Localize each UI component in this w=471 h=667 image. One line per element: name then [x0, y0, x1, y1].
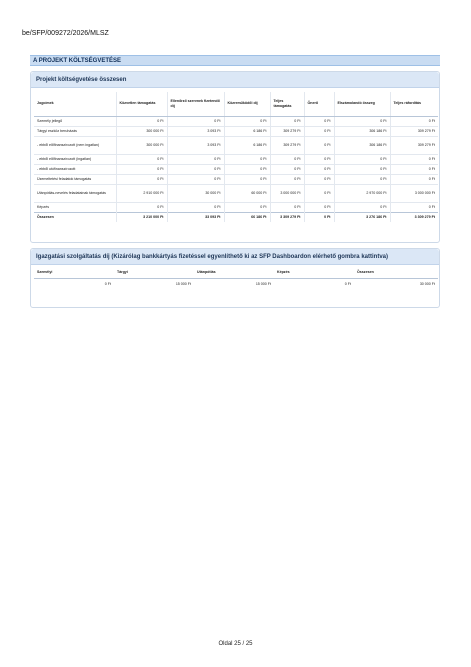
amount-cell: 3 000 000 Ft — [390, 184, 438, 202]
row-label: Tárgyi eszköz beruházás — [34, 126, 116, 136]
amount-cell: 0 Ft — [304, 154, 334, 164]
column-header: Teljes támogatás — [270, 92, 304, 116]
column-header: Személyi — [34, 268, 114, 278]
fee-panel — [30, 248, 440, 308]
amount-cell: 0 Ft — [304, 126, 334, 136]
row-label: - ebből előfinanszírozott (nem ingatlan) — [34, 136, 116, 154]
amount-cell: 0 Ft — [390, 164, 438, 174]
amount-cell: 0 Ft — [167, 174, 224, 184]
column-header: Közvetlen támogatás — [116, 92, 167, 116]
table-row — [34, 202, 438, 212]
row-label: Képzés — [34, 202, 116, 212]
amount-cell: 0 Ft — [334, 154, 390, 164]
amount-cell: 0 Ft — [304, 202, 334, 212]
amount-cell: 300 000 Ft — [116, 126, 167, 136]
amount-cell: 0 Ft — [304, 164, 334, 174]
amount-cell: 309 279 Ft — [270, 136, 304, 154]
column-header: Teljes ráfordítás — [390, 92, 438, 116]
fee-header-row — [34, 268, 438, 278]
amount-cell: 306 186 Ft — [334, 126, 390, 136]
amount-cell: 309 279 Ft — [390, 126, 438, 136]
row-label: Utánpótlás-nevelés feladatainak támogatás — [34, 184, 116, 202]
amount-cell: 33 093 Ft — [167, 212, 224, 222]
amount-cell: 0 Ft — [167, 202, 224, 212]
table-row — [34, 154, 438, 164]
fee-cell: 15 000 Ft — [175, 281, 191, 286]
section-title: A PROJEKT KÖLTSÉGVETÉSE — [30, 55, 440, 66]
column-header: Jogcímek — [34, 92, 116, 116]
amount-cell: 309 279 Ft — [270, 126, 304, 136]
amount-cell: 0 Ft — [270, 174, 304, 184]
amount-cell: 0 Ft — [334, 116, 390, 126]
table-row — [34, 164, 438, 174]
amount-cell: 6 186 Ft — [224, 136, 270, 154]
amount-cell: 0 Ft — [224, 202, 270, 212]
amount-cell: 30 000 Ft — [167, 184, 224, 202]
amount-cell: 0 Ft — [270, 164, 304, 174]
amount-cell: 0 Ft — [116, 164, 167, 174]
row-label: - ebből előfinanszírozott (ingatlan) — [34, 154, 116, 164]
budget-header-row — [34, 92, 438, 116]
amount-cell: 0 Ft — [334, 202, 390, 212]
amount-cell: 0 Ft — [334, 164, 390, 174]
fee-cell: 30 000 Ft — [419, 281, 435, 286]
total-row — [34, 212, 438, 222]
amount-cell: 2 970 000 Ft — [334, 184, 390, 202]
amount-cell: 0 Ft — [167, 164, 224, 174]
amount-cell: 0 Ft — [224, 154, 270, 164]
column-header: Ellenőrző szervnek fizetendő díj — [167, 92, 224, 116]
row-label: - ebből utófinanszírozott — [34, 164, 116, 174]
column-header: Utánpótlás — [194, 268, 274, 278]
amount-cell: 0 Ft — [304, 116, 334, 126]
fee-cell: 0 Ft — [104, 281, 111, 286]
amount-cell: 0 Ft — [270, 202, 304, 212]
amount-cell: 0 Ft — [304, 184, 334, 202]
fee-panel-title: Igazgatási szolgáltatás díj (Kizárólag bankkártyás fizetéssel egyenlíthető ki az SFP Dashboardon elérhető gombra kattintva) — [31, 249, 439, 265]
amount-cell: 2 910 000 Ft — [116, 184, 167, 202]
budget-table — [34, 92, 438, 222]
amount-cell: 0 Ft — [167, 154, 224, 164]
column-header: Tárgyi — [114, 268, 194, 278]
amount-cell: 0 Ft — [270, 154, 304, 164]
amount-cell: 0 Ft — [390, 202, 438, 212]
amount-cell: 300 000 Ft — [116, 136, 167, 154]
amount-cell: 3 309 279 Ft — [270, 212, 304, 222]
amount-cell: 3 309 279 Ft — [390, 212, 438, 222]
row-label: Üzemeltetési feladatok támogatás — [34, 174, 116, 184]
column-header: Közreműködői díj — [224, 92, 270, 116]
amount-cell: 0 Ft — [224, 164, 270, 174]
amount-cell: 60 000 Ft — [224, 184, 270, 202]
amount-cell: 0 Ft — [304, 136, 334, 154]
fee-table — [34, 268, 438, 290]
amount-cell: 3 093 Ft — [167, 126, 224, 136]
amount-cell: 306 186 Ft — [334, 136, 390, 154]
amount-cell: 6 186 Ft — [224, 126, 270, 136]
amount-cell: 309 279 Ft — [390, 136, 438, 154]
table-row — [34, 136, 438, 154]
table-row — [34, 184, 438, 202]
amount-cell: 0 Ft — [116, 116, 167, 126]
table-row — [34, 126, 438, 136]
amount-cell: 0 Ft — [224, 116, 270, 126]
amount-cell: 0 Ft — [304, 212, 334, 222]
page-number: Oldal 25 / 25 — [218, 641, 253, 647]
column-header: Elszámolandó összeg — [334, 92, 390, 116]
amount-cell: 0 Ft — [116, 174, 167, 184]
budget-panel-title: Projekt költségvetése összesen — [31, 72, 439, 88]
amount-cell: 3 210 000 Ft — [116, 212, 167, 222]
amount-cell: 0 Ft — [224, 174, 270, 184]
amount-cell: 3 093 Ft — [167, 136, 224, 154]
column-header: Képzés — [274, 268, 354, 278]
amount-cell: 0 Ft — [116, 154, 167, 164]
amount-cell: 0 Ft — [334, 174, 390, 184]
amount-cell: 0 Ft — [304, 174, 334, 184]
amount-cell: 3 276 186 Ft — [334, 212, 390, 222]
row-label: Összesen — [34, 212, 116, 222]
document-id: be/SFP/009272/2026/MLSZ — [22, 30, 109, 37]
amount-cell: 0 Ft — [390, 154, 438, 164]
fee-row — [34, 278, 438, 290]
table-row — [34, 174, 438, 184]
amount-cell: 66 186 Ft — [224, 212, 270, 222]
row-label: Személy jellegű — [34, 116, 116, 126]
table-row — [34, 116, 438, 126]
fee-cell: 15 000 Ft — [255, 281, 271, 286]
amount-cell: 3 000 000 Ft — [270, 184, 304, 202]
column-header: Összesen — [354, 268, 438, 278]
budget-panel — [30, 71, 440, 243]
column-header: Önerő — [304, 92, 334, 116]
amount-cell: 0 Ft — [116, 202, 167, 212]
amount-cell: 0 Ft — [390, 116, 438, 126]
amount-cell: 0 Ft — [167, 116, 224, 126]
amount-cell: 0 Ft — [390, 174, 438, 184]
fee-cell: 0 Ft — [344, 281, 351, 286]
amount-cell: 0 Ft — [270, 116, 304, 126]
